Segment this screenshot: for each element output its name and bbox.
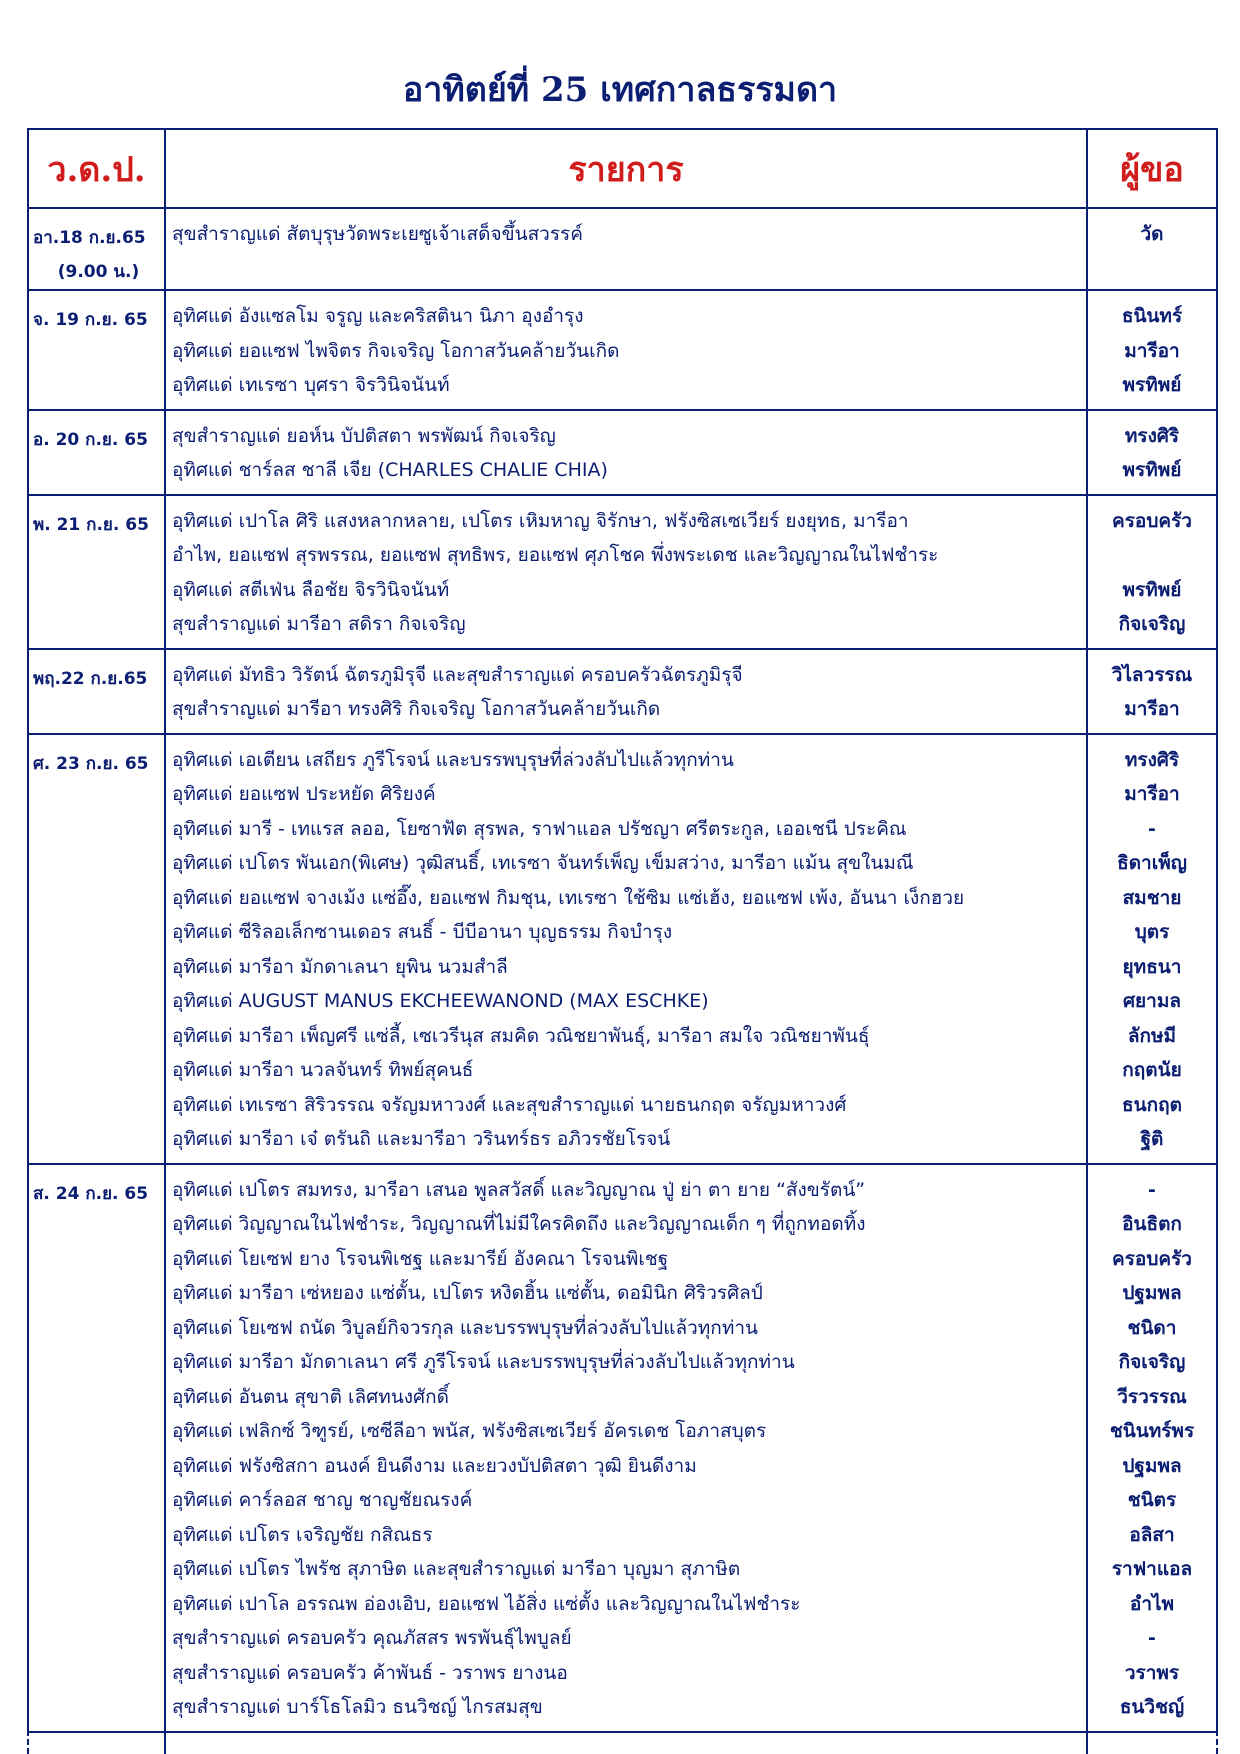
requester-name: อำไพ — [1129, 1592, 1175, 1615]
intention-line: อุทิศแด่ โยเซฟ ยาง โรจนพิเชฐ และมารีย์ อังคณา โรจนพิเชฐ — [172, 1247, 669, 1270]
header-items: รายการ — [568, 149, 684, 190]
intention-line: สุขสำราญแด่ ครอบครัว ค้าพันธ์ - วราพร ยางนอ — [172, 1661, 568, 1684]
requester-name: ธนินทร์ — [1121, 305, 1183, 327]
row-date — [29, 650, 166, 733]
intention-line: อุทิศแด่ มารีอา เจ๋ ตรันถิ และมารีอา วรินทร์ธร อภิวรชัยโรจน์ — [172, 1128, 671, 1150]
date-label: พ. 21 ก.ย. 65 — [33, 514, 149, 535]
table-row — [29, 291, 1216, 411]
intention-line: สุขสำราญแด่ สัตบุรุษวัดพระเยซูเจ้าเสด็จขึ้นสวรรค์ — [172, 223, 583, 245]
row-items — [166, 209, 1088, 289]
row-items — [166, 735, 1088, 1163]
requester-name: ครอบครัว — [1112, 509, 1192, 532]
requester-name: มารีอา — [1124, 339, 1180, 362]
intention-line: อำไพ, ยอแซฟ สุรพรรณ, ยอแซฟ สุทธิพร, ยอแซฟ ศุภโชค พึ่งพระเดช และวิญญาณในไฟชำระ — [172, 544, 939, 566]
requester-name: กิจเจริญ — [1118, 613, 1186, 635]
requester-name: สมชาย — [1122, 886, 1182, 909]
requester-name: ชนินทร์พร — [1109, 1420, 1195, 1442]
intention-line: อุทิศแด่ อันตน สุขาติ เลิศทนงศักดิ์ — [172, 1385, 449, 1408]
intention-line: อุทิศแด่ มารีอา นวลจันทร์ ทิพย์สุคนธ์ — [172, 1059, 474, 1081]
requester-name: - — [1148, 817, 1156, 840]
requester-name: ราฟาแอล — [1111, 1558, 1193, 1580]
table-row — [29, 650, 1216, 735]
intention-line: สุขสำราญแด่ มารีอา สดิรา กิจเจริญ — [172, 613, 466, 635]
intention-line: อุทิศแด่ มารี - เทแรส ลออ, โยซาฟัต สุรพล, ราฟาแอล ปรัชญา ศรีตระกูล, เออเชนี ประคิณ — [172, 817, 907, 840]
requester-name: พรทิพย์ — [1122, 374, 1182, 396]
intention-line: สุขสำราญแด่ ครอบครัว คุณภัสสร พรพันธุ์ไพบูลย์ — [172, 1627, 572, 1649]
date-label: อ. 20 ก.ย. 65 — [33, 429, 148, 450]
header-date: ว.ด.ป. — [47, 149, 146, 190]
intention-line: สุขสำราญแด่ บาร์โธโลมิว ธนวิชญ์ ไกรสมสุข — [172, 1696, 543, 1718]
row-items — [166, 650, 1088, 733]
table-header-row — [29, 130, 1216, 209]
row-requesters — [1088, 1165, 1216, 1731]
requester-name: ชนิตร — [1127, 1489, 1177, 1511]
requester-name: กิจเจริญ — [1118, 1351, 1186, 1373]
intention-line: อุทิศแด่ เทเรซา สิริวรรณ จรัญมหาวงศ์ และสุขสำราญแด่ นายธนกฤต จรัญมหาวงศ์ — [172, 1093, 847, 1116]
intention-line: อุทิศแด่ เทเรซา บุศรา จิรวินิจนันท์ — [172, 374, 450, 396]
requester-name: วราพร — [1124, 1661, 1180, 1684]
intention-line: สุขสำราญแด่ มารีอา ทรงศิริ กิจเจริญ โอกาสวันคล้ายวันเกิด — [172, 698, 661, 720]
table-row — [29, 209, 1216, 291]
requester-name: วิไลวรรณ — [1111, 663, 1193, 686]
requester-name: ทรงศิริ — [1124, 748, 1180, 771]
row-date — [29, 735, 166, 1163]
date-label: พฤ.22 ก.ย.65 — [33, 668, 148, 689]
row-date — [29, 1165, 166, 1731]
row-items — [166, 496, 1088, 648]
requester-name: วีรวรรณ — [1117, 1385, 1187, 1408]
intention-line: อุทิศแด่ เปโตร สมทรง, มารีอา เสนอ พูลสวัสดิ์ และวิญญาณ ปู่ ย่า ตา ยาย “สังขรัตน์” — [172, 1178, 866, 1201]
intention-line: อุทิศแด่ สตีเฟ่น ลือชัย จิรวินิจนันท์ — [172, 578, 450, 601]
table-body — [29, 209, 1216, 1733]
intention-line: อุทิศแด่ ฟรังซิสกา อนงค์ ยินดีงาม และยวงบัปติสตา วุฒิ ยินดีงาม — [172, 1454, 697, 1477]
intention-line: อุทิศแด่ เอเตียน เสถียร ภูรีโรจน์ และบรรพบุรุษที่ล่วงลับไปแล้วทุกท่าน — [172, 748, 734, 771]
date-label: อา.18 ก.ย.65 — [33, 228, 146, 248]
requester-name: มารีอา — [1124, 783, 1180, 805]
requester-name: ทรงศิริ — [1124, 424, 1180, 447]
requester-name: ครอบครัว — [1112, 1247, 1192, 1270]
intention-line: อุทิศแด่ มารีอา มักดาเลนา ยุพิน นวมสำลี — [172, 955, 508, 978]
intention-line: อุทิศแด่ โยเซฟ ถนัด วิบูลย์กิจวรกุล และบรรพบุรุษที่ล่วงลับไปแล้วทุกท่าน — [172, 1316, 758, 1339]
intention-line: อุทิศแด่ มารีอา เซ่หยอง แซ่ตั้น, เปโตร หงิดฮิ้น แซ่ตั้น, ดอมินิก ศิริวรศิลป์ — [172, 1282, 763, 1304]
requester-name: ฐิติ — [1140, 1128, 1164, 1150]
requester-name: - — [1148, 1178, 1156, 1201]
intention-line: อุทิศแด่ อังแซลโม จรูญ และคริสตินา นิภา อุงอำรุง — [172, 305, 584, 327]
intention-line: อุทิศแด่ คาร์ลอส ชาญ ชาญชัยณรงค์ — [172, 1489, 473, 1511]
row-items — [166, 411, 1088, 494]
requester-name: บุตร — [1134, 921, 1170, 943]
requester-name: ธนวิชญ์ — [1119, 1696, 1185, 1718]
requester-name: อลิสา — [1129, 1523, 1175, 1546]
row-date — [29, 209, 166, 289]
row-requesters — [1088, 209, 1216, 289]
requester-name: ลักษมี — [1127, 1024, 1177, 1047]
intention-line: อุทิศแด่ เฟลิกซ์ วิฑูรย์, เซซีลีอา พนัส, ฟรังซิสเซเวียร์ อัครเดช โอภาสบุตร — [172, 1420, 767, 1442]
row-items — [166, 291, 1088, 409]
requester-name: ธนกฤต — [1122, 1093, 1182, 1116]
intention-line: อุทิศแด่ ยอแซฟ ประหยัด ศิริยงค์ — [172, 783, 436, 805]
requester-name: ศยามล — [1122, 990, 1182, 1012]
table-continuation — [27, 1730, 1218, 1754]
date-label: ส. 24 ก.ย. 65 — [33, 1183, 149, 1204]
requester-name: วัด — [1140, 223, 1164, 245]
intention-line: อุทิศแด่ เปาโล ศิริ แสงหลากหลาย, เปโตร เหิมหาญ จิรักษา, ฟรังซิสเซเวียร์ ยงยุทธ, มารีอา — [172, 509, 909, 532]
requester-name: พรทิพย์ — [1122, 459, 1182, 481]
intention-line: อุทิศแด่ เปาโล อรรณพ อ่องเอิบ, ยอแซฟ ไอ้สิ่ง แซ่ตั้ง และวิญญาณในไฟชำระ — [172, 1592, 801, 1615]
row-requesters — [1088, 735, 1216, 1163]
intention-line: อุทิศแด่ ชาร์ลส ชาลี เจีย (CHARLES CHALIE CHIA) — [172, 459, 608, 481]
intention-line: อุทิศแด่ เปโตร เจริญชัย กสิณธร — [172, 1523, 433, 1546]
table-row — [29, 496, 1216, 650]
row-date — [29, 291, 166, 409]
requester-name: ธิดาเพ็ญ — [1117, 852, 1187, 874]
table-row — [29, 411, 1216, 496]
requester-name: มารีอา — [1124, 698, 1180, 720]
intention-line: อุทิศแด่ มัทธิว วิรัตน์ ฉัตรภูมิรุจี และสุขสำราญแด่ ครอบครัวฉัตรภูมิรุจี — [172, 663, 743, 686]
requester-name: ปฐมพล — [1122, 1454, 1182, 1477]
intention-line: สุขสำราญแด่ ยอห์น บัปติสตา พรพัฒน์ กิจเจริญ — [172, 424, 556, 447]
row-requesters — [1088, 411, 1216, 494]
intention-line: อุทิศแด่ เปโตร พันเอก(พิเศษ) วุฒิสนธิ์, เทเรซา จันทร์เพ็ญ เข็มสว่าง, มารีอา แม้น สุขในมณี — [172, 852, 914, 874]
date-label: ศ. 23 ก.ย. 65 — [33, 753, 149, 774]
intention-line: อุทิศแด่ AUGUST MANUS EKCHEEWANOND (MAX ESCHKE) — [172, 990, 709, 1012]
requester-name: - — [1148, 1627, 1156, 1649]
requester-name: พรทิพย์ — [1122, 578, 1182, 601]
intention-line: อุทิศแด่ ยอแซฟ ไพจิตร กิจเจริญ โอกาสวันคล้ายวันเกิด — [172, 339, 620, 362]
requester-name: ชนิดา — [1127, 1316, 1177, 1339]
requester-name: อินธิตก — [1122, 1213, 1182, 1235]
requester-name — [1088, 538, 1216, 573]
intention-line: อุทิศแด่ ยอแซฟ จางเม้ง แซ่อึ๊ง, ยอแซฟ กิมชุน, เทเรซา ใช้ซิม แซ่เฮ้ง, ยอแซฟ เพ้ง, อันนา เง็กฮวย — [172, 886, 965, 909]
intention-line: อุทิศแด่ มารีอา มักดาเลนา ศรี ภูรีโรจน์ และบรรพบุรุษที่ล่วงลับไปแล้วทุกท่าน — [172, 1351, 795, 1373]
row-date — [29, 411, 166, 494]
intention-line: อุทิศแด่ เปโตร ไพรัช สุภาษิต และสุขสำราญแด่ มารีอา บุญมา สุภาษิต — [172, 1558, 741, 1580]
intention-line: อุทิศแด่ ซีริลอเล็กซานเดอร สนธิ์ - บีบีอานา บุญธรรม กิจบำรุง — [172, 921, 673, 943]
intention-line: อุทิศแด่ วิญญาณในไฟชำระ, วิญญาณที่ไม่มีใครคิดถึง และวิญญาณเด็ก ๆ ที่ถูกทอดทิ้ง — [172, 1213, 866, 1235]
row-date — [29, 496, 166, 648]
page-title: อาทิตย์ที่ 25 เทศกาลธรรมดา — [402, 70, 838, 110]
date-label: จ. 19 ก.ย. 65 — [33, 310, 148, 330]
requester-name: ปฐมพล — [1122, 1282, 1182, 1304]
row-requesters — [1088, 291, 1216, 409]
table-row — [29, 735, 1216, 1165]
date-time: (9.00 น.) — [57, 262, 140, 282]
intention-table — [27, 128, 1218, 1733]
row-items — [166, 1165, 1088, 1731]
header-requester: ผู้ขอ — [1120, 149, 1184, 190]
row-requesters — [1088, 496, 1216, 648]
row-requesters — [1088, 650, 1216, 733]
requester-name: ยุทธนา — [1122, 955, 1182, 978]
table-row — [29, 1165, 1216, 1733]
intention-line: อุทิศแด่ มารีอา เพ็ญศรี แซ่ลี้, เซเวรีนุส สมคิด วณิชยาพันธุ์, มารีอา สมใจ วณิชยาพันธุ์ — [172, 1024, 870, 1047]
requester-name: กฤตนัย — [1122, 1059, 1182, 1081]
